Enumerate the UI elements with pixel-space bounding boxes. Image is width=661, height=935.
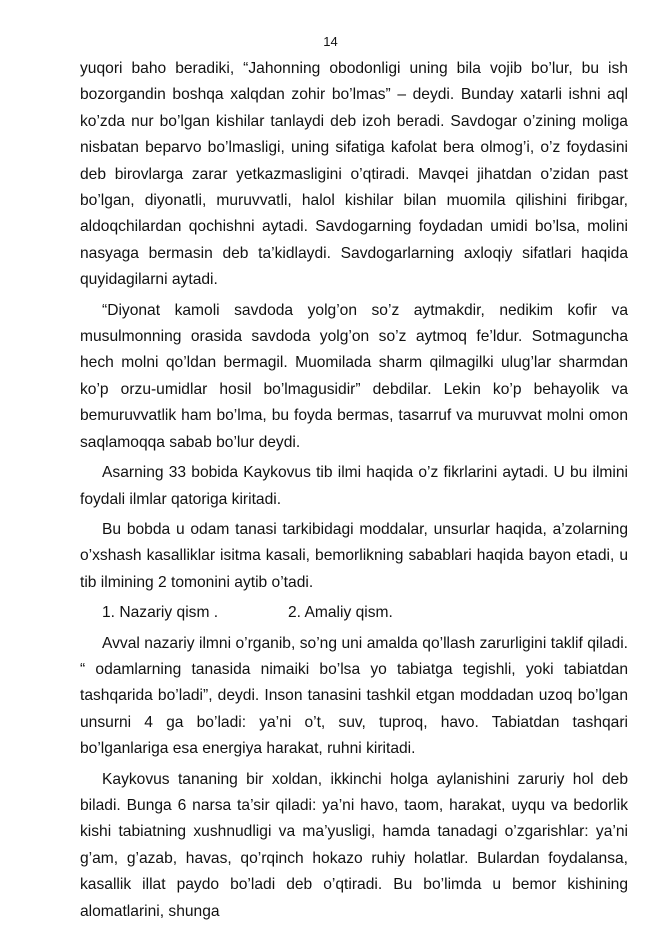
paragraph-3: Asarning 33 bobida Kaykovus tib ilmi haqida o’z fikrlarini aytadi. U bu ilmini foydali ilmlar qatoriga kiritadi. <box>80 464 628 508</box>
paragraph-6: Kaykovus tananing bir xoldan, ikkinchi holga aylanishini zaruriy hol deb biladi. Bunga 6 narsa ta’sir qiladi: ya’ni havo, taom, harakat, uyqu va bedorlik kishi tabiatning xushnudligi va ma’yusligi, hamda tanadagi o’zgarishlar: ya’ni g’am, g’azab, havas, qo’rqinch hokazo ruhiy holatlar. Bulardan foydalansa, kasallik illat paydo bo’ladi deb o’qtiradi. Bu bo’limda u bemor kishining alomatlarini, shunga <box>80 770 628 920</box>
paragraph-4: Bu bobda u odam tanasi tarkibidagi moddalar, unsurlar haqida, a’zolarning o’xshash kasalliklar isitma kasali, bemorlikning sabablari haqida bayon etadi, u tib ilmining 2 tomonini aytib o’tadi. <box>80 520 628 591</box>
paragraph-1: yuqori baho beradiki, “Jahonning obodonligi uning bila vojib bo’lur, bu ish bozorgandin boshqa xalqdan zohir bo’lmas” – deydi. Bunday xatarli ishni aql ko’zda nur bo’lgan kishilar tanlaydi deb izoh beradi. Savdogar o’zining moliga nisbatan beparvo bo’lmasligi, uning sifatiga kafolat bera olmog’i, o’z foydasini deb birovlarga zarar yetkazmasligini o’qtiradi. Mavqei jihatdan o’zidan past bo’lgan, diyonatli, muruvvatli, halol kishilar bilan muomila qilishini firibgar, aldoqchilardan qochishni aytadi. Savdogarning foydadan umidi bo’lsa, molini nasyaga bermasin deb ta’kidlaydi. Savdogarlarning axloqiy sifatlari haqida quyidagilarni aytadi. <box>80 60 628 289</box>
paragraph-2: “Diyonat kamoli savdoda yolg’on so’z aytmakdir, nedikim kofir va musulmonning orasida savdoda yolg’on so’z aytmoq fe’ldur. Sotmaguncha hech molni qo’ldan bermagil. Muomilada sharm qilmagilki ulug’lar sharmdan ko’p orzu-umidlar hosil bo’lmagusidir” debdilar. Lekin ko’p behayolik va bemuruvvatlik ham bo’lma, bu foyda bermas, tasarruf va muruvvat molni omon saqlamoqqa sabab bo’lur deydi. <box>80 301 628 451</box>
tib-parts-list <box>80 600 628 626</box>
page-number: 14 <box>323 34 338 49</box>
list-item-nazariy: 1. Nazariy qism . <box>102 604 219 622</box>
paragraph-5: Avval nazariy ilmni o’rganib, so’ng uni amalda qo’llash zarurligini taklif qiladi. “ odamlarning tanasida nimaiki bo’lsa yo tabiatga tegishli, yoki tabiatdan tashqarida bo’ladi”, deydi. Inson tanasini tashkil etgan moddadan uzoq bo’lgan unsurni 4 ga bo’ladi: ya’ni o’t, suv, tuproq, havo. Tabiatdan tashqari bo’lganlariga esa energiya harakat, ruhni kiritadi. <box>80 634 628 758</box>
list-item-amaliy: 2. Amaliy qism. <box>288 604 393 622</box>
page-body <box>80 56 628 925</box>
